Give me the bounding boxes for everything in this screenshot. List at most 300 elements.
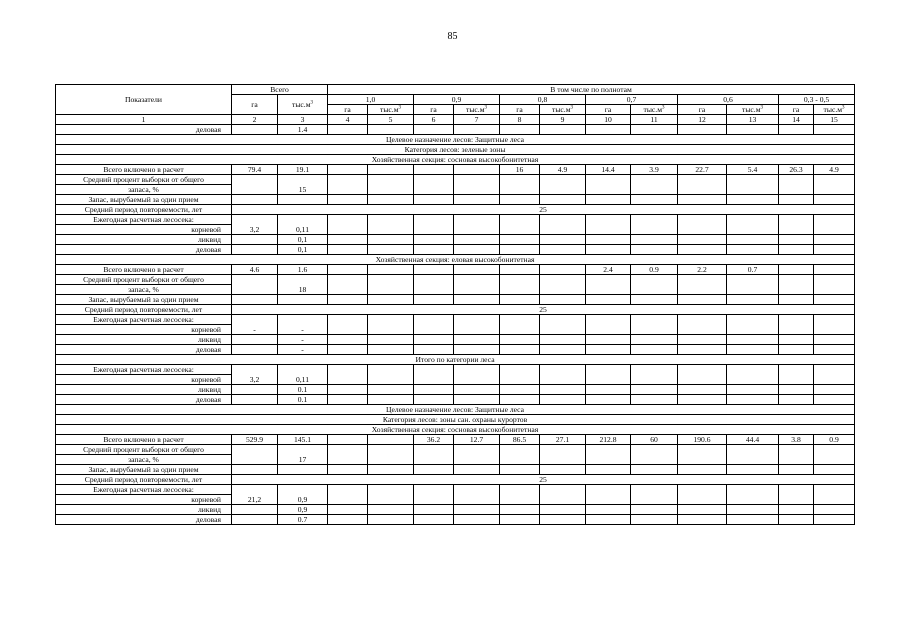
table-cell (328, 315, 368, 335)
table-cell: 26.3 (779, 165, 814, 175)
table-cell (727, 515, 779, 525)
section-row (56, 135, 855, 145)
table-cell (586, 295, 631, 305)
table-cell (631, 515, 678, 525)
row-label: деловая (56, 245, 232, 255)
table-cell: - (278, 345, 328, 355)
table-cell (779, 485, 814, 505)
table-cell: - (232, 315, 278, 335)
table-cell (454, 515, 500, 525)
table-cell (727, 465, 779, 475)
table-cell (500, 265, 540, 275)
table-cell (500, 215, 540, 235)
section-row (56, 145, 855, 155)
table-cell (779, 215, 814, 235)
table-row (56, 365, 855, 375)
table-cell (814, 315, 855, 335)
table-cell (368, 485, 414, 505)
table-cell (368, 515, 414, 525)
table-cell (500, 515, 540, 525)
unit-superscript: 3 (484, 104, 487, 110)
table-cell (232, 125, 278, 135)
table-cell (678, 245, 727, 255)
table-cell (232, 175, 278, 195)
table-cell: - (278, 315, 328, 335)
table-cell (814, 395, 855, 405)
table-cell (454, 485, 500, 505)
header-row (56, 85, 855, 95)
column-number: 11 (631, 115, 678, 125)
table-cell (727, 445, 779, 465)
table-cell (414, 265, 454, 275)
table-cell (328, 215, 368, 235)
forest-cutting-table (55, 84, 854, 525)
table-cell: 4.6 (232, 265, 278, 275)
unit-superscript: 3 (662, 104, 665, 110)
row-label: корневой (56, 225, 232, 235)
table-cell (678, 235, 727, 245)
table-cell (328, 235, 368, 245)
table-cell (814, 345, 855, 355)
table-cell (540, 215, 586, 235)
row-label: запаса, % (56, 285, 232, 295)
column-number: 12 (678, 115, 727, 125)
table-cell (540, 125, 586, 135)
table-row (56, 195, 855, 205)
table-cell (414, 195, 454, 205)
table-cell (414, 335, 454, 345)
column-number: 8 (500, 115, 540, 125)
header-ga: га (678, 105, 727, 115)
table-cell (631, 335, 678, 345)
table-cell (368, 365, 414, 385)
table-cell (328, 295, 368, 305)
unit-superscript: 3 (842, 104, 845, 110)
table-row (56, 485, 855, 495)
table-cell (779, 235, 814, 245)
table-cell (368, 345, 414, 355)
table-row (56, 125, 855, 135)
table-cell (586, 275, 631, 295)
period-value: 25 (232, 475, 855, 485)
table-cell (232, 445, 278, 465)
table-cell (368, 265, 414, 275)
table-cell (232, 515, 278, 525)
table-cell (414, 465, 454, 475)
row-label: Средний период повторяемости, лет (56, 305, 232, 315)
table-cell: 190.6 (678, 435, 727, 445)
table-cell (631, 395, 678, 405)
table-cell (328, 485, 368, 505)
section-row (56, 425, 855, 435)
table-cell: 0,1 (278, 235, 328, 245)
table-cell (414, 165, 454, 175)
table-cell: 0,11 (278, 215, 328, 235)
table-cell (631, 465, 678, 475)
table-cell (678, 345, 727, 355)
section-title: Итого по категории леса (56, 355, 855, 365)
table-cell (727, 395, 779, 405)
header-ga: га (232, 95, 278, 115)
column-number: 10 (586, 115, 631, 125)
table-cell (727, 275, 779, 295)
table-cell (586, 245, 631, 255)
table-cell (779, 365, 814, 385)
table-cell (540, 275, 586, 295)
table-cell (586, 235, 631, 245)
table-cell (328, 275, 368, 295)
row-label: Всего включено в расчет (56, 435, 232, 445)
table-row (56, 385, 855, 395)
header-unit-tys-m3 (540, 105, 586, 115)
table-cell: 15 (278, 175, 328, 195)
row-label: Запас, вырубаемый за один прием (56, 465, 232, 475)
table-cell (500, 245, 540, 255)
table-cell (631, 485, 678, 505)
table-cell (814, 125, 855, 135)
period-value: 25 (232, 305, 855, 315)
row-label: Средний период повторяемости, лет (56, 475, 232, 485)
table-cell: 86.5 (500, 435, 540, 445)
table-cell: 19.1 (278, 165, 328, 175)
table-cell: 2.4 (586, 265, 631, 275)
table-cell (727, 175, 779, 195)
table-cell (727, 295, 779, 305)
table-cell (278, 195, 328, 205)
table-cell (500, 195, 540, 205)
row-label: Средний процент выборки от общего (56, 445, 232, 455)
table-cell (631, 235, 678, 245)
section-row (56, 405, 855, 415)
table-cell (278, 465, 328, 475)
table-cell (678, 295, 727, 305)
table-cell: 145.1 (278, 435, 328, 445)
row-label: ликвид (56, 385, 232, 395)
table-cell (779, 265, 814, 275)
row-label: Средний период повторяемости, лет (56, 205, 232, 215)
table-cell (540, 295, 586, 305)
table-cell (540, 245, 586, 255)
column-number: 6 (414, 115, 454, 125)
table-cell: 22.7 (678, 165, 727, 175)
table-cell (779, 345, 814, 355)
table-cell (727, 505, 779, 515)
table-cell: 0,1 (278, 245, 328, 255)
section-title: Категория лесов: зоны сан. охраны курортов (56, 415, 855, 425)
table-cell (454, 265, 500, 275)
table-cell (368, 195, 414, 205)
table-cell (814, 245, 855, 255)
row-label: корневой (56, 375, 232, 385)
table-cell (500, 395, 540, 405)
table-cell (368, 505, 414, 515)
table-cell (779, 445, 814, 465)
unit-superscript: 3 (760, 104, 763, 110)
column-number: 14 (779, 115, 814, 125)
table-cell: 0,11 (278, 365, 328, 385)
table-cell (678, 385, 727, 395)
unit-label: тыс.м (823, 104, 843, 114)
table-cell (586, 345, 631, 355)
table-cell (586, 445, 631, 465)
table-cell (631, 505, 678, 515)
table-cell (814, 175, 855, 195)
table-cell (454, 295, 500, 305)
table-cell: 3.9 (631, 165, 678, 175)
table-cell (328, 385, 368, 395)
table-cell (631, 245, 678, 255)
table-cell (232, 235, 278, 245)
table-cell (779, 395, 814, 405)
table-cell: 12.7 (454, 435, 500, 445)
table-cell: 0,9 (278, 485, 328, 505)
row-label: Средний процент выборки от общего (56, 275, 232, 285)
table-cell (678, 465, 727, 475)
table-cell (500, 445, 540, 465)
table-cell (414, 175, 454, 195)
table-cell (232, 295, 278, 305)
row-label: Всего включено в расчет (56, 165, 232, 175)
table-cell (414, 385, 454, 395)
table-cell: 14.4 (586, 165, 631, 175)
table-cell (328, 445, 368, 465)
table-cell (631, 175, 678, 195)
table-cell (586, 195, 631, 205)
table-cell (540, 385, 586, 395)
table-cell (454, 315, 500, 335)
section-title: Категория лесов: зеленые зоны (56, 145, 855, 155)
table-row (56, 235, 855, 245)
table-cell (278, 295, 328, 305)
table-cell (586, 395, 631, 405)
table-cell (779, 385, 814, 395)
table-cell (678, 395, 727, 405)
table-cell (414, 215, 454, 235)
table-cell (814, 515, 855, 525)
table-cell (727, 245, 779, 255)
table-row (56, 245, 855, 255)
table-cell (454, 335, 500, 345)
table-cell (678, 195, 727, 205)
table-cell (586, 515, 631, 525)
header-pokazateli: Показатели (56, 85, 232, 115)
table-cell: 529.9 (232, 435, 278, 445)
column-number: 13 (727, 115, 779, 125)
table-cell (540, 395, 586, 405)
table-cell: 0,9 (278, 505, 328, 515)
table-cell (631, 215, 678, 235)
table-cell (414, 485, 454, 505)
table-cell (540, 235, 586, 245)
table-cell: 1.6 (278, 265, 328, 275)
table-cell (727, 345, 779, 355)
table-cell: 0.1 (278, 385, 328, 395)
table-cell (368, 385, 414, 395)
table-cell (414, 245, 454, 255)
section-title: Хозяйственная секция: еловая высокобонитетная (56, 255, 855, 265)
table-cell (631, 315, 678, 335)
table-cell: 18 (278, 275, 328, 295)
table-row (56, 215, 855, 225)
table-cell: 0.1 (278, 395, 328, 405)
table-cell: 60 (631, 435, 678, 445)
section-title: Целевое назначение лесов: Защитные леса (56, 135, 855, 145)
table-cell (454, 385, 500, 395)
section-row (56, 155, 855, 165)
header-polnota: 1,0 (328, 95, 414, 105)
table-cell (586, 505, 631, 515)
table-cell (586, 365, 631, 385)
table-cell (328, 165, 368, 175)
table-cell (540, 505, 586, 515)
table-cell (727, 485, 779, 505)
table-cell (454, 365, 500, 385)
section-title: Хозяйственная секция: сосновая высокобонитетная (56, 155, 855, 165)
header-ga: га (500, 105, 540, 115)
table-cell (500, 485, 540, 505)
column-number: 5 (368, 115, 414, 125)
row-label: ликвид (56, 505, 232, 515)
table-cell (328, 435, 368, 445)
table-cell (678, 515, 727, 525)
row-label: Ежегодная расчетная лесосека: (56, 365, 232, 375)
table-row (56, 165, 855, 175)
table-cell (368, 395, 414, 405)
table-row (56, 515, 855, 525)
row-label: ликвид (56, 235, 232, 245)
table-cell (328, 125, 368, 135)
table-cell (678, 315, 727, 335)
header-polnota: 0,9 (414, 95, 500, 105)
table-cell: - (278, 335, 328, 345)
table-cell (678, 485, 727, 505)
table-cell (814, 385, 855, 395)
table-cell (586, 175, 631, 195)
table-row (56, 295, 855, 305)
row-label: деловая (56, 125, 232, 135)
table-row (56, 305, 855, 315)
table-cell (500, 125, 540, 135)
table-cell (414, 235, 454, 245)
table-cell (454, 445, 500, 465)
table-cell (814, 485, 855, 505)
table-cell (678, 175, 727, 195)
table-cell (232, 275, 278, 295)
table-cell (500, 335, 540, 345)
table-cell (814, 465, 855, 475)
table-cell (586, 485, 631, 505)
table-cell (232, 385, 278, 395)
table-cell (678, 275, 727, 295)
table-cell (414, 295, 454, 305)
table-cell (779, 275, 814, 295)
table-cell (328, 265, 368, 275)
column-number: 15 (814, 115, 855, 125)
table-cell (586, 215, 631, 235)
table-cell (414, 505, 454, 515)
table-cell (500, 275, 540, 295)
table-cell (814, 365, 855, 385)
column-number: 1 (56, 115, 232, 125)
table-cell (414, 275, 454, 295)
column-number: 9 (540, 115, 586, 125)
table-row (56, 505, 855, 515)
unit-superscript: 3 (398, 104, 401, 110)
table-row (56, 315, 855, 325)
unit-superscript: 3 (310, 99, 313, 105)
header-polnota: 0,6 (678, 95, 779, 105)
table-cell (368, 435, 414, 445)
table-cell (232, 505, 278, 515)
row-label: Средний процент выборки от общего (56, 175, 232, 185)
table-cell (814, 265, 855, 275)
table-cell (414, 515, 454, 525)
table-cell (727, 365, 779, 385)
table-cell (368, 165, 414, 175)
column-number: 4 (328, 115, 368, 125)
row-label: Ежегодная расчетная лесосека: (56, 485, 232, 495)
table-cell (540, 365, 586, 385)
table-cell (500, 175, 540, 195)
table-cell (414, 365, 454, 385)
table-cell (814, 445, 855, 465)
table-cell (454, 245, 500, 255)
table-cell (414, 125, 454, 135)
table-cell (454, 125, 500, 135)
table-cell: 2.2 (678, 265, 727, 275)
table-cell: 17 (278, 445, 328, 465)
table-cell (500, 235, 540, 245)
unit-label: тыс.м (380, 104, 399, 114)
table-cell: 0.9 (814, 435, 855, 445)
table-cell (814, 235, 855, 245)
table-cell (454, 195, 500, 205)
table-cell: 0.9 (631, 265, 678, 275)
table-cell (368, 295, 414, 305)
table-cell (631, 195, 678, 205)
table-row (56, 445, 855, 455)
table-cell (814, 275, 855, 295)
table-cell (500, 465, 540, 475)
table-row (56, 465, 855, 475)
table-cell (779, 175, 814, 195)
table-cell: 21,2 (232, 485, 278, 505)
header-unit-tys-m3 (727, 105, 779, 115)
table-cell: 3,2 (232, 215, 278, 235)
table-cell (328, 395, 368, 405)
table-cell: 3,2 (232, 365, 278, 385)
row-label: корневой (56, 325, 232, 335)
table-cell (232, 195, 278, 205)
table-cell (328, 505, 368, 515)
table-cell (540, 265, 586, 275)
unit-label: тыс.м (466, 104, 485, 114)
header-v-tom-chisle: В том числе по полнотам (328, 85, 855, 95)
table-cell (631, 295, 678, 305)
data-table (55, 84, 855, 525)
table-cell (678, 335, 727, 345)
period-value: 25 (232, 205, 855, 215)
header-ga: га (779, 105, 814, 115)
table-row (56, 275, 855, 285)
header-ga: га (586, 105, 631, 115)
header-polnota: 0,3 - 0,5 (779, 95, 855, 105)
table-cell (454, 465, 500, 475)
table-cell (454, 505, 500, 515)
unit-label: тыс.м (643, 104, 662, 114)
row-label: деловая (56, 345, 232, 355)
table-cell (540, 175, 586, 195)
